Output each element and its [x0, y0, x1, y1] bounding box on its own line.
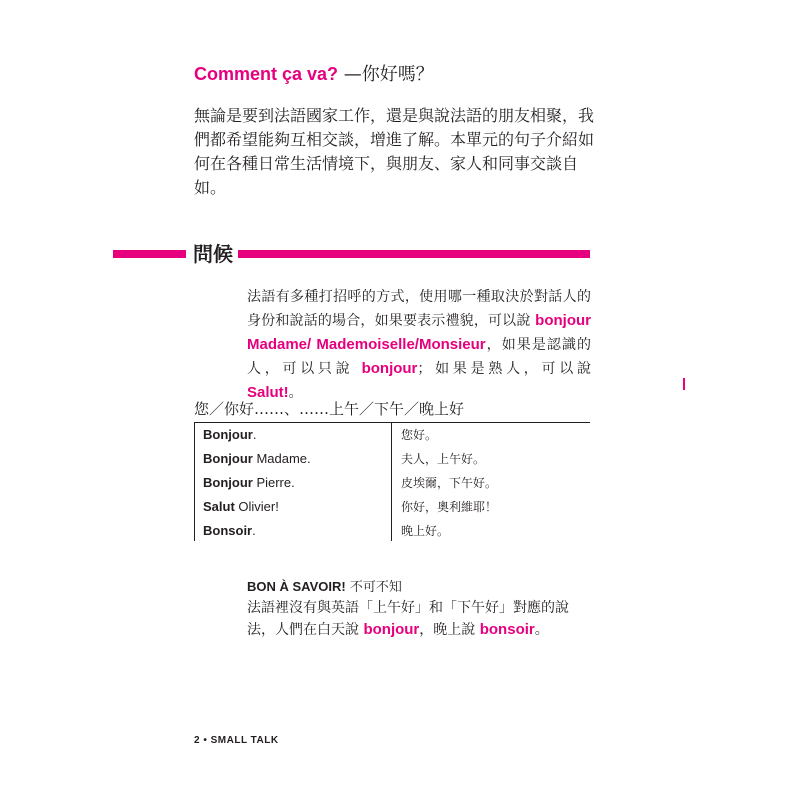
table-cell-french	[203, 474, 295, 492]
section-body-text-1: 法語有多種打招呼的方式，使用哪一種取決於對話人的身份和說話的場合，如果要表示禮貌，可以說	[247, 289, 591, 329]
chapter-title-french: Comment ça va?	[194, 64, 339, 84]
intro-paragraph: 無論是要到法語國家工作，還是與說法語的朋友相聚，我們都希望能夠互相交談，增進了解。本單元的句子介紹如何在各種日常生活情境下，與朋友、家人和同事交談自如。	[194, 106, 595, 197]
table-cell-chinese: 夫人，上午好。	[401, 452, 486, 466]
french-bold: Bonsoir	[203, 523, 253, 538]
phrase-table	[194, 422, 590, 541]
table-row	[194, 447, 590, 471]
section-body	[247, 285, 591, 405]
french-rest: Olivier!	[234, 499, 279, 514]
table-cell-french	[203, 450, 311, 468]
section-body-text-4: 。	[288, 385, 303, 401]
page-edge-mark	[683, 378, 685, 390]
tip-heading-french: BON À SAVOIR!	[247, 579, 346, 594]
section-body-text-3: ；如果是熟人，可以說	[417, 361, 591, 377]
section-body-highlight-2: bonjour	[361, 360, 418, 377]
french-bold: Bonjour	[203, 475, 253, 490]
section-rule-right	[238, 250, 590, 258]
table-row	[194, 495, 590, 519]
tip-body-highlight-2: bonsoir	[479, 621, 535, 638]
chapter-title-chinese: —你好嗎？	[343, 64, 434, 85]
table-row	[194, 471, 590, 495]
page-footer: 2 • SMALL TALK	[194, 735, 279, 746]
french-rest: Pierre.	[252, 475, 295, 490]
tip-body-text-2: ，晚上說	[419, 622, 480, 638]
tip-heading	[247, 578, 402, 597]
french-rest: .	[252, 523, 256, 538]
tip-body	[247, 597, 591, 641]
french-bold: Bonjour	[203, 427, 253, 442]
section-body-highlight-3: Salut!	[247, 384, 289, 401]
table-cell-french	[203, 522, 256, 540]
table-cell-chinese: 你好，奧利維耶！	[401, 500, 498, 514]
table-cell-chinese: 皮埃爾，下午好。	[401, 476, 498, 490]
table-cell-chinese: 您好。	[401, 428, 438, 442]
table-cell-chinese: 晚上好。	[401, 524, 450, 538]
tip-body-highlight-1: bonjour	[363, 621, 420, 638]
table-row	[194, 519, 590, 543]
tip-body-text-1: 法語裡沒有與英語「上午好」和「下午好」對應的說法，人們在白天說	[247, 600, 569, 638]
french-rest: Madame.	[252, 451, 311, 466]
section-rule-left	[113, 250, 186, 258]
french-rest: .	[252, 427, 257, 442]
section-body-highlight-1: bonjour Madame/ Mademoiselle/Monsieur	[247, 312, 591, 353]
phrase-heading: 您／你好……、……上午／下午／晚上好	[194, 400, 465, 418]
french-bold: Salut	[203, 499, 235, 514]
chapter-title	[194, 62, 434, 87]
section-heading: 問候	[193, 242, 233, 266]
section-body-text-2: ，如果是認識的人，可以只說	[247, 337, 591, 377]
table-cell-french	[203, 498, 279, 516]
tip-body-text-3: 。	[534, 622, 549, 638]
tip-heading-chinese: 不可不知	[345, 580, 402, 595]
table-cell-french	[203, 426, 256, 444]
french-bold: Bonjour	[203, 451, 253, 466]
table-row	[194, 423, 590, 447]
